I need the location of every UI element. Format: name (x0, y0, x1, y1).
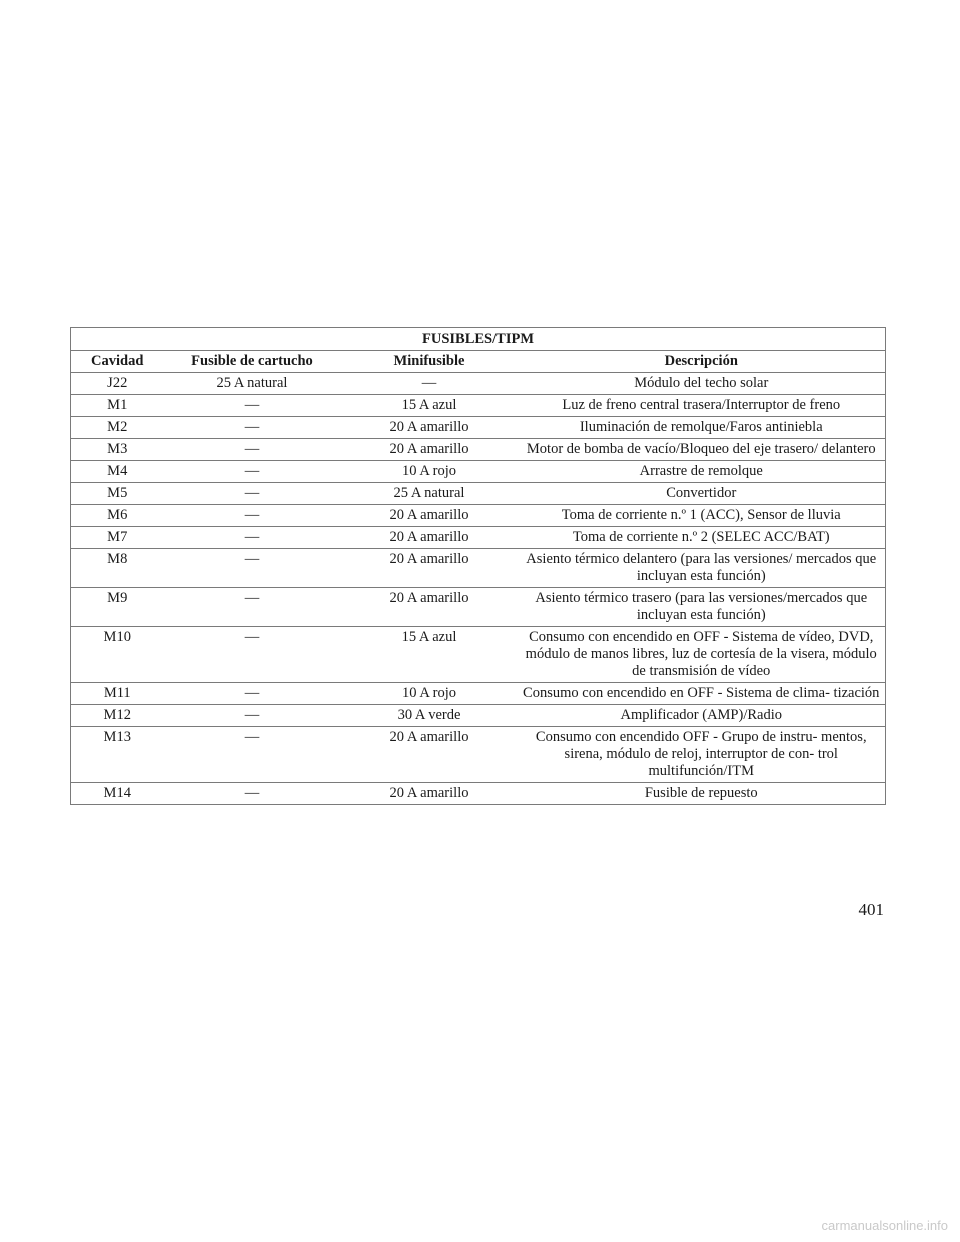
header-description: Descripción (518, 351, 886, 373)
cell-cavity: M3 (71, 439, 164, 461)
cell-cavity: M6 (71, 505, 164, 527)
header-cavity: Cavidad (71, 351, 164, 373)
table-row (71, 588, 886, 627)
table-row (71, 483, 886, 505)
cell-cartridge: — (164, 783, 341, 805)
cell-mini: — (341, 373, 518, 395)
cell-description: Fusible de repuesto (518, 783, 886, 805)
cell-mini: 20 A amarillo (341, 727, 518, 783)
cell-mini: 15 A azul (341, 395, 518, 417)
cell-cavity: M5 (71, 483, 164, 505)
cell-cavity: J22 (71, 373, 164, 395)
cell-description: Consumo con encendido en OFF - Sistema de vídeo, DVD, módulo de manos libres, luz de cortesía de la visera, módulo de transmisión de vídeo (518, 627, 886, 683)
table-row (71, 705, 886, 727)
cell-cartridge: — (164, 527, 341, 549)
cell-cartridge: — (164, 417, 341, 439)
fuse-table (70, 327, 886, 805)
cell-cartridge: — (164, 588, 341, 627)
table-title: FUSIBLES/TIPM (71, 328, 886, 351)
cell-cartridge: — (164, 683, 341, 705)
cell-description: Asiento térmico trasero (para las versiones/mercados que incluyan esta función) (518, 588, 886, 627)
cell-cavity: M12 (71, 705, 164, 727)
cell-description: Amplificador (AMP)/Radio (518, 705, 886, 727)
cell-mini: 20 A amarillo (341, 505, 518, 527)
table-row (71, 395, 886, 417)
cell-cavity: M10 (71, 627, 164, 683)
cell-cavity: M9 (71, 588, 164, 627)
table-header-row (71, 351, 886, 373)
cell-mini: 20 A amarillo (341, 439, 518, 461)
cell-cartridge: — (164, 439, 341, 461)
cell-mini: 25 A natural (341, 483, 518, 505)
cell-mini: 10 A rojo (341, 683, 518, 705)
table-row (71, 727, 886, 783)
table-body (71, 373, 886, 805)
table-row (71, 439, 886, 461)
cell-cartridge: — (164, 505, 341, 527)
cell-cartridge: — (164, 461, 341, 483)
cell-mini: 20 A amarillo (341, 588, 518, 627)
table-row (71, 461, 886, 483)
cell-mini: 15 A azul (341, 627, 518, 683)
cell-description: Iluminación de remolque/Faros antiniebla (518, 417, 886, 439)
cell-cartridge: — (164, 483, 341, 505)
cell-cartridge: — (164, 727, 341, 783)
cell-cartridge: 25 A natural (164, 373, 341, 395)
page-number: 401 (858, 900, 884, 919)
cell-cavity: M1 (71, 395, 164, 417)
table-row (71, 505, 886, 527)
cell-cavity: M2 (71, 417, 164, 439)
cell-mini: 20 A amarillo (341, 783, 518, 805)
cell-description: Toma de corriente n.º 1 (ACC), Sensor de lluvia (518, 505, 886, 527)
cell-cavity: M13 (71, 727, 164, 783)
cell-cartridge: — (164, 395, 341, 417)
cell-description: Motor de bomba de vacío/Bloqueo del eje trasero/ delantero (518, 439, 886, 461)
cell-description: Consumo con encendido en OFF - Sistema de clima- tización (518, 683, 886, 705)
header-mini-fuse: Minifusible (341, 351, 518, 373)
cell-cavity: M14 (71, 783, 164, 805)
cell-cartridge: — (164, 705, 341, 727)
cell-mini: 20 A amarillo (341, 417, 518, 439)
table-row (71, 783, 886, 805)
cell-mini: 20 A amarillo (341, 549, 518, 588)
table-row (71, 627, 886, 683)
cell-mini: 20 A amarillo (341, 527, 518, 549)
cell-description: Arrastre de remolque (518, 461, 886, 483)
table-row (71, 527, 886, 549)
cell-description: Consumo con encendido OFF - Grupo de instru- mentos, sirena, módulo de reloj, interruptor de con- trol multifunción/ITM (518, 727, 886, 783)
cell-cartridge: — (164, 627, 341, 683)
cell-description: Asiento térmico delantero (para las versiones/ mercados que incluyan esta función) (518, 549, 886, 588)
cell-description: Luz de freno central trasera/Interruptor de freno (518, 395, 886, 417)
cell-cavity: M4 (71, 461, 164, 483)
table-row (71, 373, 886, 395)
cell-cavity: M11 (71, 683, 164, 705)
table-row (71, 417, 886, 439)
header-cartridge-fuse: Fusible de cartucho (164, 351, 341, 373)
watermark-text: carmanualsonline.info (821, 1218, 948, 1233)
cell-description: Convertidor (518, 483, 886, 505)
cell-cavity: M7 (71, 527, 164, 549)
cell-mini: 10 A rojo (341, 461, 518, 483)
table-row (71, 549, 886, 588)
cell-cartridge: — (164, 549, 341, 588)
table-row (71, 683, 886, 705)
cell-mini: 30 A verde (341, 705, 518, 727)
table-title-row (71, 328, 886, 351)
cell-cavity: M8 (71, 549, 164, 588)
cell-description: Módulo del techo solar (518, 373, 886, 395)
cell-description: Toma de corriente n.º 2 (SELEC ACC/BAT) (518, 527, 886, 549)
